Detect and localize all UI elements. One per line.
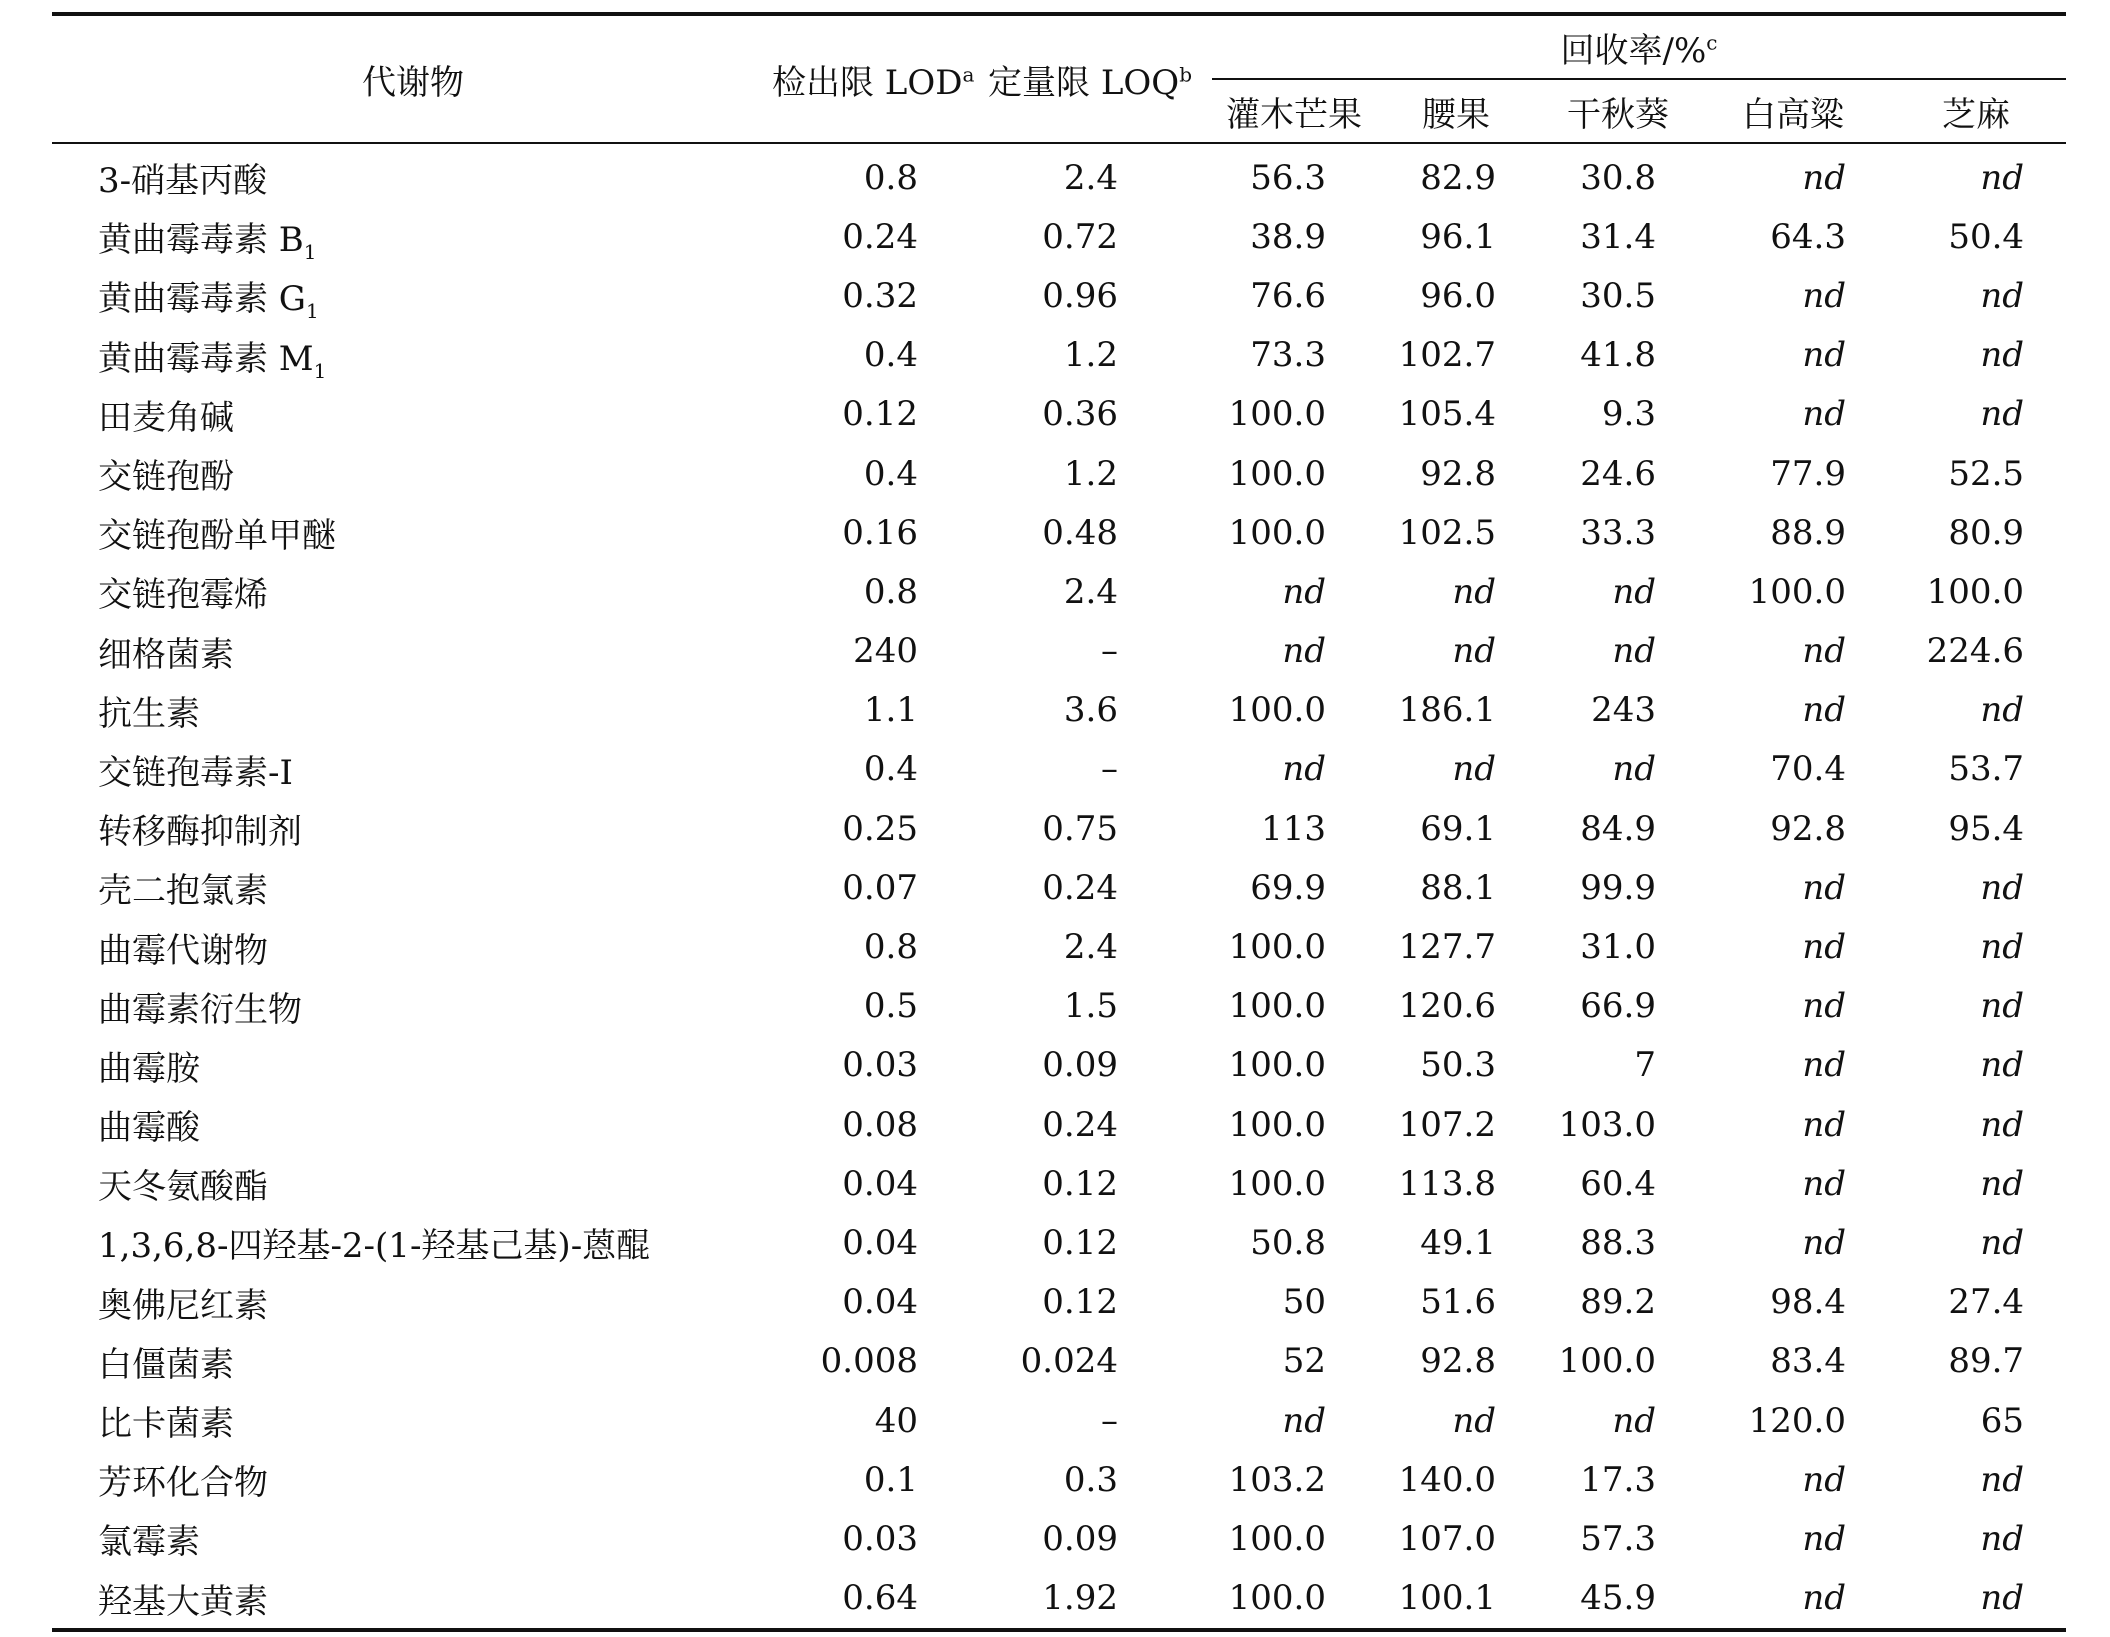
lod-value: 0.12 xyxy=(842,394,918,435)
table-row xyxy=(52,1154,2066,1213)
recovery-value: 33.3 xyxy=(1580,512,1656,553)
lod-value: 0.03 xyxy=(842,1045,918,1086)
recovery-value: 9.3 xyxy=(1601,394,1656,435)
recovery-value: nd xyxy=(1802,631,1846,672)
recovery-value: nd xyxy=(1802,1104,1846,1145)
table-row xyxy=(52,740,2066,799)
recovery-value: nd xyxy=(1980,1104,2025,1145)
recovery-value: 100.0 xyxy=(1558,1341,1656,1382)
table-row xyxy=(52,207,2066,266)
metabolite-name: 曲霉酸 xyxy=(98,1108,200,1149)
recovery-value: nd xyxy=(1612,571,1656,612)
recovery-value: 50.3 xyxy=(1420,1045,1496,1086)
recovery-value: nd xyxy=(1980,1222,2025,1263)
recovery-value: nd xyxy=(1980,394,2025,435)
recovery-value: nd xyxy=(1282,1400,1326,1441)
metabolite-name: 1,3,6,8-四羟基-2-(1-羟基己基)-蒽醌 xyxy=(98,1226,651,1267)
recovery-value: nd xyxy=(1282,571,1326,612)
recovery-value: 30.5 xyxy=(1580,275,1656,316)
recovery-value: 65 xyxy=(1980,1400,2025,1441)
recovery-value: nd xyxy=(1980,335,2025,376)
recovery-value: nd xyxy=(1980,986,2025,1027)
header-sample-white-sorghum: 白高粱 xyxy=(1700,79,1886,143)
recovery-value: 50 xyxy=(1282,1282,1326,1323)
lod-value: 0.24 xyxy=(842,216,918,257)
recovery-value: nd xyxy=(1802,1518,1846,1559)
recovery-value: 243 xyxy=(1591,690,1656,731)
recovery-value: 92.8 xyxy=(1420,453,1496,494)
loq-value: 0.72 xyxy=(1042,216,1118,257)
recovery-value: nd xyxy=(1802,867,1846,908)
lod-value: 0.08 xyxy=(842,1104,918,1145)
recovery-value: nd xyxy=(1452,1400,1496,1441)
recovery-value: 30.8 xyxy=(1580,157,1656,198)
recovery-value: nd xyxy=(1802,1459,1846,1500)
recovery-value: 100.0 xyxy=(1228,690,1326,731)
recovery-value: 92.8 xyxy=(1420,1341,1496,1382)
loq-value: 0.24 xyxy=(1042,867,1118,908)
recovery-value: 31.4 xyxy=(1580,216,1656,257)
loq-value: 2.4 xyxy=(1063,571,1118,612)
loq-value: – xyxy=(1101,749,1118,790)
recovery-value: nd xyxy=(1980,927,2025,968)
recovery-value: 100.0 xyxy=(1228,1578,1326,1619)
header-lod: 检出限 LOD$^a$ xyxy=(772,14,982,143)
table-row xyxy=(52,622,2066,681)
loq-value: 0.09 xyxy=(1042,1045,1118,1086)
recovery-value: 57.3 xyxy=(1580,1518,1656,1559)
loq-value: 0.12 xyxy=(1042,1222,1118,1263)
table-row xyxy=(52,444,2066,503)
recovery-value: nd xyxy=(1282,631,1326,672)
recovery-value: nd xyxy=(1612,631,1656,672)
recovery-value: 107.2 xyxy=(1398,1104,1496,1145)
header-recovery: 回收率/%$^c$ xyxy=(1212,14,2066,79)
metabolite-name: 天冬氨酸酯 xyxy=(98,1167,268,1208)
recovery-value: 120.0 xyxy=(1748,1400,1846,1441)
metabolite-name: 交链孢酚单甲醚 xyxy=(98,516,336,557)
recovery-value: 89.2 xyxy=(1580,1282,1656,1323)
lod-value: 0.8 xyxy=(863,157,918,198)
recovery-value: nd xyxy=(1802,157,1846,198)
table-row xyxy=(52,977,2066,1036)
loq-value: 0.48 xyxy=(1042,512,1118,553)
recovery-value: 102.5 xyxy=(1398,512,1496,553)
recovery-value: 92.8 xyxy=(1770,808,1846,849)
recovery-value: 107.0 xyxy=(1398,1518,1496,1559)
metabolite-name: 3-硝基丙酸 xyxy=(98,161,268,202)
recovery-value: 77.9 xyxy=(1770,453,1846,494)
metabolite-name: 黄曲霉毒素 $G_1$ xyxy=(98,279,319,324)
recovery-value: 186.1 xyxy=(1398,690,1496,731)
recovery-value: 84.9 xyxy=(1580,808,1656,849)
metabolite-name: 交链孢酚 xyxy=(98,457,234,498)
recovery-value: 103.2 xyxy=(1228,1459,1326,1500)
recovery-value: 69.1 xyxy=(1420,808,1496,849)
loq-value: 0.3 xyxy=(1063,1459,1118,1500)
recovery-value: 99.9 xyxy=(1580,867,1656,908)
recovery-value: nd xyxy=(1802,690,1846,731)
recovery-value: 83.4 xyxy=(1770,1341,1846,1382)
recovery-value: 224.6 xyxy=(1926,631,2025,672)
table-row xyxy=(52,1036,2066,1095)
metabolite-name: 曲霉素衍生物 xyxy=(98,989,302,1030)
recovery-value: 113 xyxy=(1261,808,1326,849)
metabolite-name: 奥佛尼红素 xyxy=(98,1285,268,1326)
recovery-value: 120.6 xyxy=(1398,986,1496,1027)
lod-value: 0.5 xyxy=(863,986,918,1027)
table-row xyxy=(52,1509,2066,1568)
loq-value: 2.4 xyxy=(1063,157,1118,198)
recovery-value: 89.7 xyxy=(1948,1341,2025,1382)
metabolite-name: 黄曲霉毒素 $B_1$ xyxy=(98,220,317,265)
loq-value: 0.09 xyxy=(1042,1518,1118,1559)
lod-value: 0.8 xyxy=(863,571,918,612)
table-body xyxy=(52,143,2066,1630)
header-metabolite: 代谢物 xyxy=(52,14,772,143)
recovery-value: 100.1 xyxy=(1398,1578,1496,1619)
recovery-value: 50.8 xyxy=(1250,1222,1326,1263)
lod-value: 0.07 xyxy=(842,867,918,908)
recovery-value: 100.0 xyxy=(1228,453,1326,494)
recovery-value: nd xyxy=(1802,394,1846,435)
loq-value: 2.4 xyxy=(1063,927,1118,968)
loq-value: 3.6 xyxy=(1063,690,1118,731)
table-row xyxy=(52,799,2066,858)
recovery-value: 100.0 xyxy=(1926,571,2025,612)
recovery-value: 88.9 xyxy=(1770,512,1846,553)
recovery-value: 45.9 xyxy=(1580,1578,1656,1619)
lod-value: 0.16 xyxy=(842,512,918,553)
recovery-value: 69.9 xyxy=(1250,867,1326,908)
loq-value: 1.2 xyxy=(1063,335,1118,376)
table-row xyxy=(52,1569,2066,1630)
metabolite-name: 转移酶抑制剂 xyxy=(98,812,302,853)
recovery-value: 17.3 xyxy=(1580,1459,1656,1500)
recovery-value: 102.7 xyxy=(1398,335,1496,376)
recovery-value: 103.0 xyxy=(1558,1104,1656,1145)
recovery-value: 100.0 xyxy=(1228,512,1326,553)
metabolite-recovery-table xyxy=(52,12,2066,1632)
lod-value: 0.04 xyxy=(842,1282,918,1323)
recovery-value: nd xyxy=(1802,1222,1846,1263)
recovery-value: 96.0 xyxy=(1420,275,1496,316)
recovery-value: 64.3 xyxy=(1770,216,1846,257)
table-row xyxy=(52,266,2066,325)
recovery-value: 100.0 xyxy=(1228,394,1326,435)
metabolite-name: 细格菌素 xyxy=(98,634,234,675)
recovery-table-container xyxy=(52,12,2066,1632)
recovery-value: 100.0 xyxy=(1228,927,1326,968)
recovery-value: 95.4 xyxy=(1948,808,2025,849)
recovery-value: 100.0 xyxy=(1228,1045,1326,1086)
recovery-value: 88.1 xyxy=(1420,867,1496,908)
recovery-value: 100.0 xyxy=(1228,986,1326,1027)
recovery-value: nd xyxy=(1802,1578,1846,1619)
recovery-value: 66.9 xyxy=(1580,986,1656,1027)
header-sample-shrub-mango: 灌木芒果 xyxy=(1212,79,1376,143)
recovery-value: 52.5 xyxy=(1948,453,2025,494)
recovery-value: 80.9 xyxy=(1948,512,2025,553)
recovery-value: 49.1 xyxy=(1420,1222,1496,1263)
table-row xyxy=(52,1391,2066,1450)
loq-value: 1.5 xyxy=(1063,986,1118,1027)
lod-value: 0.03 xyxy=(842,1518,918,1559)
recovery-value: 52 xyxy=(1282,1341,1326,1382)
header-sample-dried-okra: 干秋葵 xyxy=(1536,79,1700,143)
lod-value: 40 xyxy=(874,1400,918,1441)
recovery-value: 60.4 xyxy=(1580,1163,1656,1204)
table-row xyxy=(52,858,2066,917)
recovery-value: 76.6 xyxy=(1250,275,1326,316)
recovery-value: 88.3 xyxy=(1580,1222,1656,1263)
recovery-value: 82.9 xyxy=(1420,157,1496,198)
table-row xyxy=(52,143,2066,207)
recovery-value: 100.0 xyxy=(1228,1163,1326,1204)
lod-value: 0.64 xyxy=(842,1578,918,1619)
metabolite-name: 交链孢毒素-I xyxy=(98,752,293,793)
metabolite-name: 羟基大黄素 xyxy=(98,1581,268,1622)
lod-value: 0.1 xyxy=(863,1459,918,1500)
lod-value: 0.32 xyxy=(842,275,918,316)
recovery-value: 140.0 xyxy=(1398,1459,1496,1500)
recovery-value: 53.7 xyxy=(1948,749,2025,790)
recovery-value: nd xyxy=(1980,1578,2025,1619)
recovery-value: nd xyxy=(1802,927,1846,968)
recovery-value: nd xyxy=(1802,275,1846,316)
recovery-value: 105.4 xyxy=(1398,394,1496,435)
metabolite-name: 曲霉胺 xyxy=(98,1048,200,1089)
table-row xyxy=(52,681,2066,740)
loq-value: 0.024 xyxy=(1020,1341,1118,1382)
recovery-value: 31.0 xyxy=(1580,927,1656,968)
recovery-value: 100.0 xyxy=(1228,1104,1326,1145)
recovery-value: 41.8 xyxy=(1580,335,1656,376)
metabolite-name: 比卡菌素 xyxy=(98,1404,234,1445)
lod-value: 0.008 xyxy=(820,1341,918,1382)
loq-value: 0.12 xyxy=(1042,1282,1118,1323)
lod-value: 0.4 xyxy=(863,749,918,790)
recovery-value: 98.4 xyxy=(1770,1282,1846,1323)
table-header xyxy=(52,14,2066,143)
recovery-value: 56.3 xyxy=(1250,157,1326,198)
table-row xyxy=(52,385,2066,444)
recovery-value: 73.3 xyxy=(1250,335,1326,376)
recovery-value: nd xyxy=(1980,157,2025,198)
lod-value: 0.04 xyxy=(842,1222,918,1263)
header-sample-sesame: 芝麻 xyxy=(1886,79,2066,143)
lod-value: 0.25 xyxy=(842,808,918,849)
table-row xyxy=(52,1332,2066,1391)
lod-value: 0.4 xyxy=(863,453,918,494)
recovery-value: nd xyxy=(1802,335,1846,376)
recovery-value: 51.6 xyxy=(1420,1282,1496,1323)
recovery-value: nd xyxy=(1980,275,2025,316)
recovery-value: 38.9 xyxy=(1250,216,1326,257)
recovery-value: 27.4 xyxy=(1948,1282,2025,1323)
recovery-value: 96.1 xyxy=(1420,216,1496,257)
recovery-value: nd xyxy=(1980,1045,2025,1086)
loq-value: 0.36 xyxy=(1042,394,1118,435)
lod-value: 0.8 xyxy=(863,927,918,968)
recovery-value: nd xyxy=(1802,1163,1846,1204)
table-row xyxy=(52,326,2066,385)
metabolite-name: 交链孢霉烯 xyxy=(98,575,268,616)
recovery-value: nd xyxy=(1980,1459,2025,1500)
loq-value: – xyxy=(1101,1400,1118,1441)
loq-value: 1.92 xyxy=(1042,1578,1118,1619)
recovery-value: nd xyxy=(1802,1045,1846,1086)
lod-value: 0.4 xyxy=(863,335,918,376)
recovery-value: 113.8 xyxy=(1398,1163,1496,1204)
table-row xyxy=(52,1213,2066,1272)
loq-value: 0.96 xyxy=(1042,275,1118,316)
table-row xyxy=(52,503,2066,562)
metabolite-name: 壳二抱氯素 xyxy=(98,871,268,912)
recovery-value: 100.0 xyxy=(1228,1518,1326,1559)
metabolite-name: 曲霉代谢物 xyxy=(98,930,268,971)
recovery-value: nd xyxy=(1980,690,2025,731)
table-row xyxy=(52,917,2066,976)
lod-value: 0.04 xyxy=(842,1163,918,1204)
recovery-value: nd xyxy=(1452,631,1496,672)
recovery-value: nd xyxy=(1980,1163,2025,1204)
loq-value: 1.2 xyxy=(1063,453,1118,494)
metabolite-name: 黄曲霉毒素 $M_1$ xyxy=(98,338,327,383)
metabolite-name: 芳环化合物 xyxy=(98,1463,268,1504)
table-row xyxy=(52,562,2066,621)
recovery-value: 7 xyxy=(1634,1045,1656,1086)
recovery-value: 50.4 xyxy=(1948,216,2025,257)
table-row xyxy=(52,1450,2066,1509)
loq-value: 0.75 xyxy=(1042,808,1118,849)
recovery-value: 127.7 xyxy=(1398,927,1496,968)
lod-value: 1.1 xyxy=(863,690,918,731)
recovery-value: 24.6 xyxy=(1580,453,1656,494)
metabolite-name: 抗生素 xyxy=(98,693,200,734)
recovery-value: 100.0 xyxy=(1748,571,1846,612)
recovery-value: nd xyxy=(1980,1518,2025,1559)
table-row xyxy=(52,1095,2066,1154)
header-loq: 定量限 LOQ$^b$ xyxy=(982,14,1212,143)
recovery-value: 70.4 xyxy=(1770,749,1846,790)
header-sample-cashew: 腰果 xyxy=(1376,79,1536,143)
metabolite-name: 田麦角碱 xyxy=(98,397,234,438)
recovery-value: nd xyxy=(1452,571,1496,612)
table-row xyxy=(52,1273,2066,1332)
recovery-value: nd xyxy=(1802,986,1846,1027)
loq-value: – xyxy=(1101,631,1118,672)
recovery-value: nd xyxy=(1612,749,1656,790)
metabolite-name: 白僵菌素 xyxy=(98,1344,234,1385)
metabolite-name: 氯霉素 xyxy=(98,1522,200,1563)
loq-value: 0.12 xyxy=(1042,1163,1118,1204)
recovery-value: nd xyxy=(1452,749,1496,790)
loq-value: 0.24 xyxy=(1042,1104,1118,1145)
recovery-value: nd xyxy=(1612,1400,1656,1441)
lod-value: 240 xyxy=(853,631,918,672)
recovery-value: nd xyxy=(1282,749,1326,790)
recovery-value: nd xyxy=(1980,867,2025,908)
